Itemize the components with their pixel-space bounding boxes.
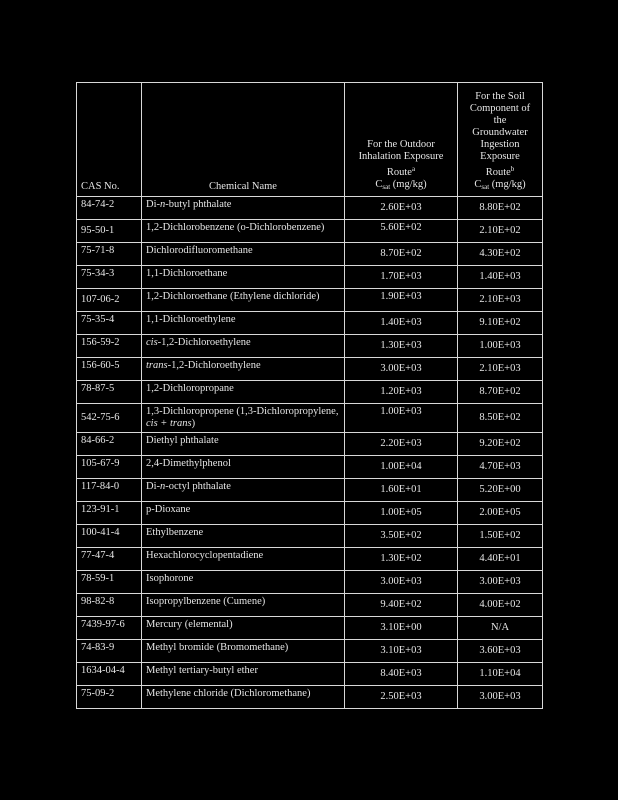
chemical-name-italic: n	[160, 481, 166, 492]
inhalation-csat-cell: 1.40E+03	[345, 312, 458, 335]
chemical-name-cell	[142, 502, 345, 525]
soil-csat-cell: 3.00E+03	[458, 571, 543, 594]
soil-csat-cell: 1.50E+02	[458, 525, 543, 548]
table-row	[77, 479, 543, 502]
soil-csat-cell: 5.20E+00	[458, 479, 543, 502]
cas-number-cell: 84-66-2	[77, 433, 142, 456]
inhalation-csat-cell: 1.00E+04	[345, 456, 458, 479]
chemical-name-cell	[142, 594, 345, 617]
chemical-name-text: 1,2-Dichloropropane	[146, 383, 234, 394]
soil-csat-cell: 4.70E+03	[458, 456, 543, 479]
chemical-name-cell	[142, 548, 345, 571]
cas-number-cell: 75-34-3	[77, 266, 142, 289]
chemical-name-cell	[142, 617, 345, 640]
table-row	[77, 404, 543, 433]
cas-number-cell: 7439-97-6	[77, 617, 142, 640]
header-soil-unit	[474, 179, 525, 190]
soil-csat-cell: 2.10E+03	[458, 358, 543, 381]
soil-csat-cell: 2.00E+05	[458, 502, 543, 525]
table-row	[77, 663, 543, 686]
chemical-name-text: Diethyl phthalate	[146, 435, 219, 446]
chemical-name-text: Di-	[146, 481, 160, 492]
header-soil-line2: Component of	[469, 103, 531, 114]
cas-number-cell: 542-75-6	[77, 404, 142, 433]
cas-number-cell: 74-83-9	[77, 640, 142, 663]
soil-csat-cell: 9.20E+02	[458, 433, 543, 456]
chemical-name-text: 2,4-Dimethylphenol	[146, 458, 231, 469]
chemical-name-cell	[142, 686, 345, 709]
inhalation-csat-cell: 5.60E+02	[345, 220, 458, 243]
header-inhalation-line3: Route	[386, 167, 412, 178]
table-row	[77, 525, 543, 548]
inhalation-csat-cell: 8.40E+03	[345, 663, 458, 686]
chemical-name-text: p-Dioxane	[146, 504, 191, 515]
chemical-name-text: Di-	[146, 199, 160, 210]
cas-number-cell: 98-82-8	[77, 594, 142, 617]
chemical-name-cell	[142, 335, 345, 358]
chemical-name-text: Methyl bromide (Bromomethane)	[146, 642, 289, 653]
table-row	[77, 358, 543, 381]
inhalation-csat-cell: 1.00E+05	[345, 502, 458, 525]
header-inhalation-unit-main: C	[375, 179, 383, 190]
table-row	[77, 571, 543, 594]
header-inhalation-route	[345, 83, 458, 197]
soil-csat-cell: 4.30E+02	[458, 243, 543, 266]
inhalation-csat-cell: 1.00E+03	[345, 404, 458, 433]
soil-csat-cell: 1.10E+04	[458, 663, 543, 686]
chemical-name-text: Isophorone	[146, 573, 194, 584]
chemical-name-text: 1,1-Dichloroethylene	[146, 314, 236, 325]
chemical-name-suffix: -octyl phthalate	[165, 481, 231, 492]
soil-csat-cell: 4.00E+02	[458, 594, 543, 617]
soil-csat-cell: 1.00E+03	[458, 335, 543, 358]
table-row	[77, 243, 543, 266]
header-inhalation-unit-sub: sat	[382, 183, 391, 191]
chemical-name-text: Dichlorodifluoromethane	[146, 245, 253, 256]
chemical-name-text: 1,1-Dichloroethane	[146, 268, 228, 279]
soil-csat-cell: 1.40E+03	[458, 266, 543, 289]
chemical-name-text: Methyl tertiary-butyl ether	[146, 665, 258, 676]
chemical-name-text: Isopropylbenzene (Cumene)	[146, 596, 266, 607]
inhalation-csat-cell: 8.70E+02	[345, 243, 458, 266]
chemical-name-suffix: -1,2-Dichloroethylene	[157, 337, 251, 348]
table-header	[77, 83, 543, 197]
table-row	[77, 220, 543, 243]
header-cas-no: CAS No.	[77, 83, 142, 197]
header-inhalation-line1: For the Outdoor	[367, 139, 435, 150]
chemical-name-italic: cis	[146, 337, 158, 348]
soil-csat-cell: 2.10E+03	[458, 289, 543, 312]
table-row	[77, 197, 543, 220]
table-row	[77, 266, 543, 289]
soil-csat-cell: N/A	[458, 617, 543, 640]
table-row	[77, 548, 543, 571]
inhalation-csat-cell: 1.70E+03	[345, 266, 458, 289]
table-row	[77, 502, 543, 525]
table-body	[77, 197, 543, 709]
chemical-name-text: Ethylbenzene	[146, 527, 204, 538]
header-soil-unit-rest: (mg/kg)	[489, 179, 526, 190]
chemical-name-cell	[142, 266, 345, 289]
soil-csat-cell: 9.10E+02	[458, 312, 543, 335]
soil-csat-cell: 8.80E+02	[458, 197, 543, 220]
inhalation-csat-cell: 3.00E+03	[345, 571, 458, 594]
inhalation-csat-cell: 2.20E+03	[345, 433, 458, 456]
cas-number-cell: 123-91-1	[77, 502, 142, 525]
header-soil-line4: Groundwater	[472, 127, 528, 138]
header-inhalation-unit	[375, 179, 426, 190]
header-soil-line7: Route	[485, 167, 511, 178]
header-soil-unit-sub: sat	[481, 183, 490, 191]
csat-table	[76, 82, 543, 709]
chemical-name-text: Methylene chloride (Dichloromethane)	[146, 688, 311, 699]
cas-number-cell: 84-74-2	[77, 197, 142, 220]
table-row	[77, 640, 543, 663]
cas-number-cell: 100-41-4	[77, 525, 142, 548]
chemical-name-suffix: )	[191, 418, 196, 429]
chemical-name-cell	[142, 197, 345, 220]
cas-number-cell: 117-84-0	[77, 479, 142, 502]
cas-number-cell: 78-87-5	[77, 381, 142, 404]
chemical-name-cell	[142, 456, 345, 479]
soil-csat-cell: 3.60E+03	[458, 640, 543, 663]
header-soil-line6: Exposure	[480, 151, 520, 162]
chemical-name-cell	[142, 312, 345, 335]
cas-number-cell: 75-35-4	[77, 312, 142, 335]
table-row	[77, 312, 543, 335]
chemical-name-text: Hexachlorocyclopentadiene	[146, 550, 264, 561]
chemical-name-cell	[142, 571, 345, 594]
chemical-name-suffix: -1,2-Dichloroethylene	[167, 360, 261, 371]
chemical-name-cell	[142, 289, 345, 312]
cas-number-cell: 156-60-5	[77, 358, 142, 381]
cas-number-cell: 77-47-4	[77, 548, 142, 571]
chemical-name-cell	[142, 381, 345, 404]
soil-csat-cell: 2.10E+02	[458, 220, 543, 243]
soil-csat-cell: 8.50E+02	[458, 404, 543, 433]
chemical-name-italic: cis + trans	[146, 418, 192, 429]
cas-number-cell: 78-59-1	[77, 571, 142, 594]
soil-csat-cell: 8.70E+02	[458, 381, 543, 404]
soil-csat-cell: 3.00E+03	[458, 686, 543, 709]
header-chemical-name: Chemical Name	[142, 83, 345, 197]
table-row	[77, 617, 543, 640]
header-soil-line3: the	[493, 115, 507, 126]
chemical-name-cell	[142, 358, 345, 381]
cas-number-cell: 156-59-2	[77, 335, 142, 358]
chemical-name-suffix: -butyl phthalate	[165, 199, 232, 210]
chemical-name-text: 1,2-Dichlorobenzene (o-Dichlorobenzene)	[146, 222, 325, 233]
inhalation-csat-cell: 2.60E+03	[345, 197, 458, 220]
inhalation-csat-cell: 3.00E+03	[345, 358, 458, 381]
header-soil-line1: For the Soil	[475, 91, 525, 102]
chemical-name-cell	[142, 243, 345, 266]
header-soil-unit-main: C	[474, 179, 482, 190]
inhalation-csat-cell: 3.10E+00	[345, 617, 458, 640]
chemical-name-cell	[142, 640, 345, 663]
chemical-name-text: 1,3-Dichloropropene (1,3-Dichloropropylene,	[146, 406, 339, 417]
table-row	[77, 433, 543, 456]
table-row	[77, 594, 543, 617]
inhalation-csat-cell: 1.60E+01	[345, 479, 458, 502]
inhalation-csat-cell: 1.30E+03	[345, 335, 458, 358]
chemical-name-cell	[142, 433, 345, 456]
soil-csat-cell: 4.40E+01	[458, 548, 543, 571]
chemical-name-cell	[142, 525, 345, 548]
chemical-name-cell	[142, 404, 345, 433]
cas-number-cell: 1634-04-4	[77, 663, 142, 686]
header-soil-line5: Ingestion	[480, 139, 520, 150]
inhalation-csat-cell: 1.90E+03	[345, 289, 458, 312]
inhalation-csat-cell: 3.50E+02	[345, 525, 458, 548]
inhalation-csat-cell: 9.40E+02	[345, 594, 458, 617]
table-row	[77, 335, 543, 358]
header-soil-route	[458, 83, 543, 197]
chemical-name-italic: trans	[146, 360, 168, 371]
chemical-name-text: 1,2-Dichloroethane (Ethylene dichloride)	[146, 291, 320, 302]
cas-number-cell: 95-50-1	[77, 220, 142, 243]
cas-number-cell: 107-06-2	[77, 289, 142, 312]
cas-number-cell: 75-09-2	[77, 686, 142, 709]
chemical-name-text: Mercury (elemental)	[146, 619, 233, 630]
table-row	[77, 456, 543, 479]
chemical-name-cell	[142, 220, 345, 243]
chemical-name-italic: n	[160, 199, 166, 210]
table-row	[77, 289, 543, 312]
header-soil-footnote: b	[510, 165, 515, 173]
table-row	[77, 686, 543, 709]
cas-number-cell: 105-67-9	[77, 456, 142, 479]
inhalation-csat-cell: 3.10E+03	[345, 640, 458, 663]
inhalation-csat-cell: 1.20E+03	[345, 381, 458, 404]
header-row	[77, 83, 543, 197]
header-inhalation-unit-rest: (mg/kg)	[390, 179, 427, 190]
chemical-name-cell	[142, 663, 345, 686]
table-row	[77, 381, 543, 404]
header-inhalation-line2: Inhalation Exposure	[358, 151, 444, 162]
inhalation-csat-cell: 2.50E+03	[345, 686, 458, 709]
cas-number-cell: 75-71-8	[77, 243, 142, 266]
inhalation-csat-cell: 1.30E+02	[345, 548, 458, 571]
chemical-name-cell	[142, 479, 345, 502]
header-inhalation-footnote: a	[411, 165, 416, 173]
